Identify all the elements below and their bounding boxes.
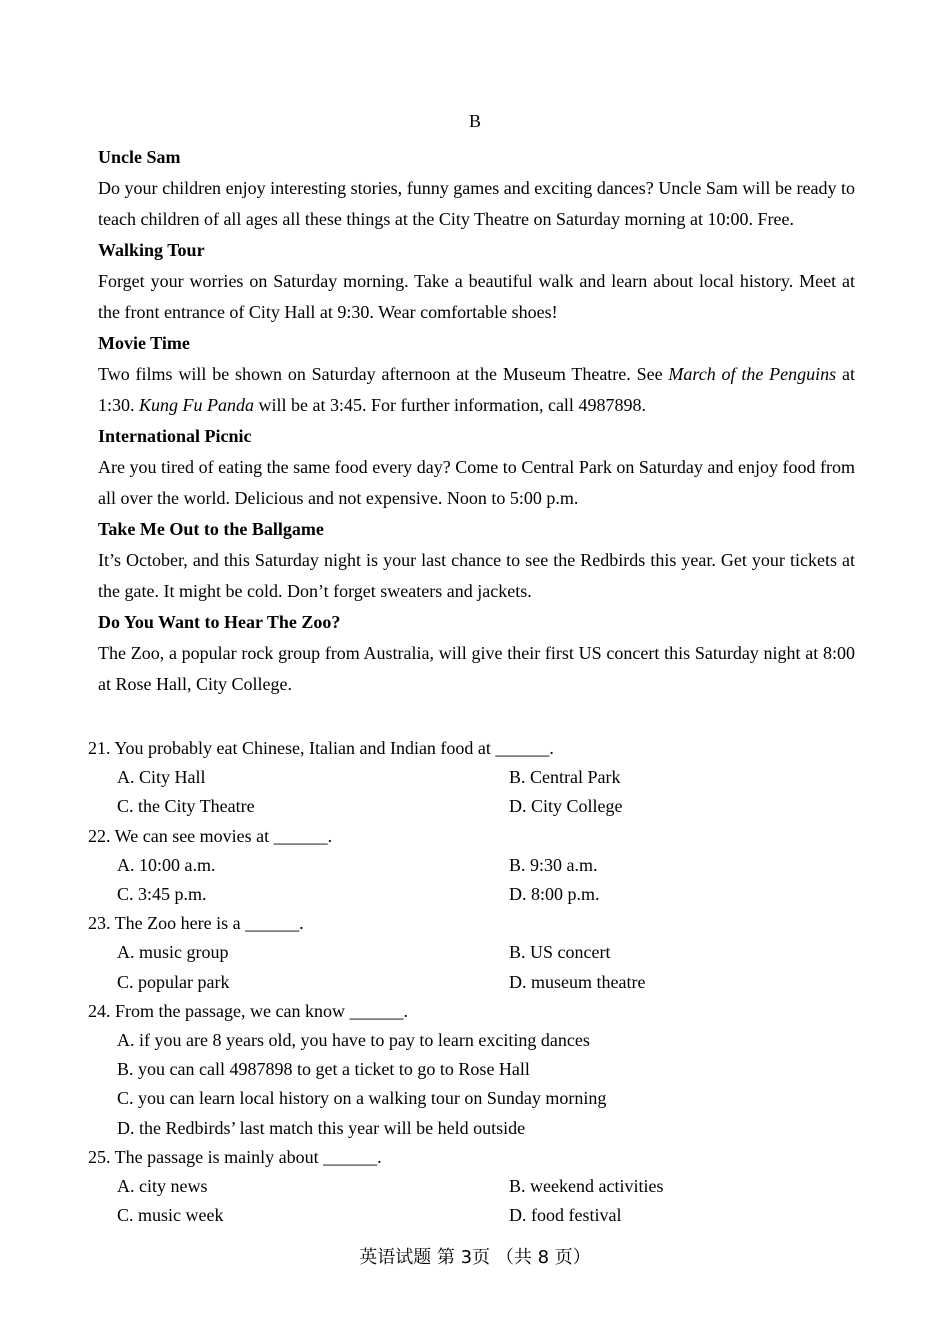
question	[88, 1143, 878, 1231]
notice-body	[98, 452, 855, 514]
question	[88, 734, 878, 822]
answer-option: C. music week	[117, 1205, 224, 1226]
notice-item	[98, 607, 855, 700]
answer-option: C. 3:45 p.m.	[117, 884, 207, 905]
answer-option: B. Central Park	[509, 767, 621, 788]
notice-item	[98, 235, 855, 328]
answer-options	[88, 851, 878, 909]
notice-text: at 1:30.	[98, 364, 855, 415]
answer-option: A. if you are 8 years old, you have to pay to learn exciting dances	[117, 1030, 590, 1051]
answer-option: D. the Redbirds’ last match this year will be held outside	[117, 1117, 526, 1138]
notice-title: Take Me Out to the Ballgame	[98, 519, 324, 539]
answer-option: B. 9:30 a.m.	[509, 854, 598, 875]
notice-item	[98, 421, 855, 514]
answer-option: A. City Hall	[117, 767, 206, 788]
notice-text: The Zoo, a popular rock group from Australia, will give their first US concert this Saturday night at 8:00 at Rose Hall, City College.	[98, 643, 855, 694]
question-stem: 24. From the passage, we can know ______.	[88, 1000, 408, 1021]
answer-option: D. 8:00 p.m.	[509, 884, 600, 905]
notice-item	[98, 514, 855, 607]
answer-option: A. 10:00 a.m.	[117, 854, 216, 875]
answer-option: D. food festival	[509, 1205, 622, 1226]
notice-title: Do You Want to Hear The Zoo?	[98, 612, 341, 632]
question-stem: 21. You probably eat Chinese, Italian and Indian food at ______.	[88, 738, 554, 758]
notice-body	[98, 266, 855, 328]
notice-text: It’s October, and this Saturday night is your last chance to see the Redbirds this year. Get your tickets at the gate. It might be cold. Don’t forget sweaters and jackets.	[98, 550, 855, 601]
notice-body	[98, 638, 855, 700]
notice-text: will be at 3:45. For further information, call 4987898.	[254, 395, 646, 415]
notice-text: Forget your worries on Saturday morning. Take a beautiful walk and learn about local history. Meet at the front entrance of City Hall at 9:30. Wear comfortable shoes!	[98, 271, 855, 322]
notice-text: Two films will be shown on Saturday afternoon at the Museum Theatre. See	[98, 364, 669, 384]
answer-option: C. the City Theatre	[117, 796, 255, 817]
answer-options	[88, 763, 878, 821]
answer-options	[88, 1026, 878, 1143]
notice-text: Do your children enjoy interesting stories, funny games and exciting dances? Uncle Sam will be ready to teach children of all ages all these things at the City Theatre on Saturday morning at 10:00. Free.	[98, 178, 855, 229]
film-title: March of the Penguins	[668, 364, 837, 384]
question	[88, 822, 878, 910]
question	[88, 909, 878, 997]
answer-option: C. popular park	[117, 971, 230, 992]
film-title: Kung Fu Panda	[139, 395, 255, 415]
answer-option: B. US concert	[509, 942, 611, 963]
answer-option: B. weekend activities	[509, 1176, 664, 1197]
answer-option: D. museum theatre	[509, 971, 646, 992]
question	[88, 997, 878, 1143]
notice-title: Movie Time	[98, 333, 190, 353]
answer-options	[88, 938, 878, 996]
answer-option: C. you can learn local history on a walking tour on Sunday morning	[117, 1088, 607, 1109]
answer-option: B. you can call 4987898 to get a ticket to go to Rose Hall	[117, 1059, 530, 1080]
notice-body	[98, 173, 855, 235]
answer-option: D. City College	[509, 796, 623, 817]
question-list	[88, 734, 878, 1230]
notice-item	[98, 328, 855, 421]
notice-title: International Picnic	[98, 426, 252, 446]
passage	[98, 142, 855, 700]
page-footer: 英语试题 第 3页 （共 8 页）	[359, 1247, 591, 1268]
section-label: B	[468, 111, 481, 131]
answer-options	[88, 1172, 878, 1230]
notice-text: Are you tired of eating the same food every day? Come to Central Park on Saturday and enjoy food from all over the world. Delicious and not expensive. Noon to 5:00 p.m.	[98, 457, 855, 508]
answer-option: A. music group	[117, 942, 229, 963]
question-stem: 23. The Zoo here is a ______.	[88, 913, 304, 934]
notice-title: Walking Tour	[98, 240, 205, 260]
notice-title: Uncle Sam	[98, 147, 181, 167]
question-stem: 22. We can see movies at ______.	[88, 825, 333, 846]
notice-body	[98, 359, 855, 421]
notice-item	[98, 142, 855, 235]
answer-option: A. city news	[117, 1176, 208, 1197]
notice-body	[98, 545, 855, 607]
question-stem: 25. The passage is mainly about ______.	[88, 1146, 382, 1167]
